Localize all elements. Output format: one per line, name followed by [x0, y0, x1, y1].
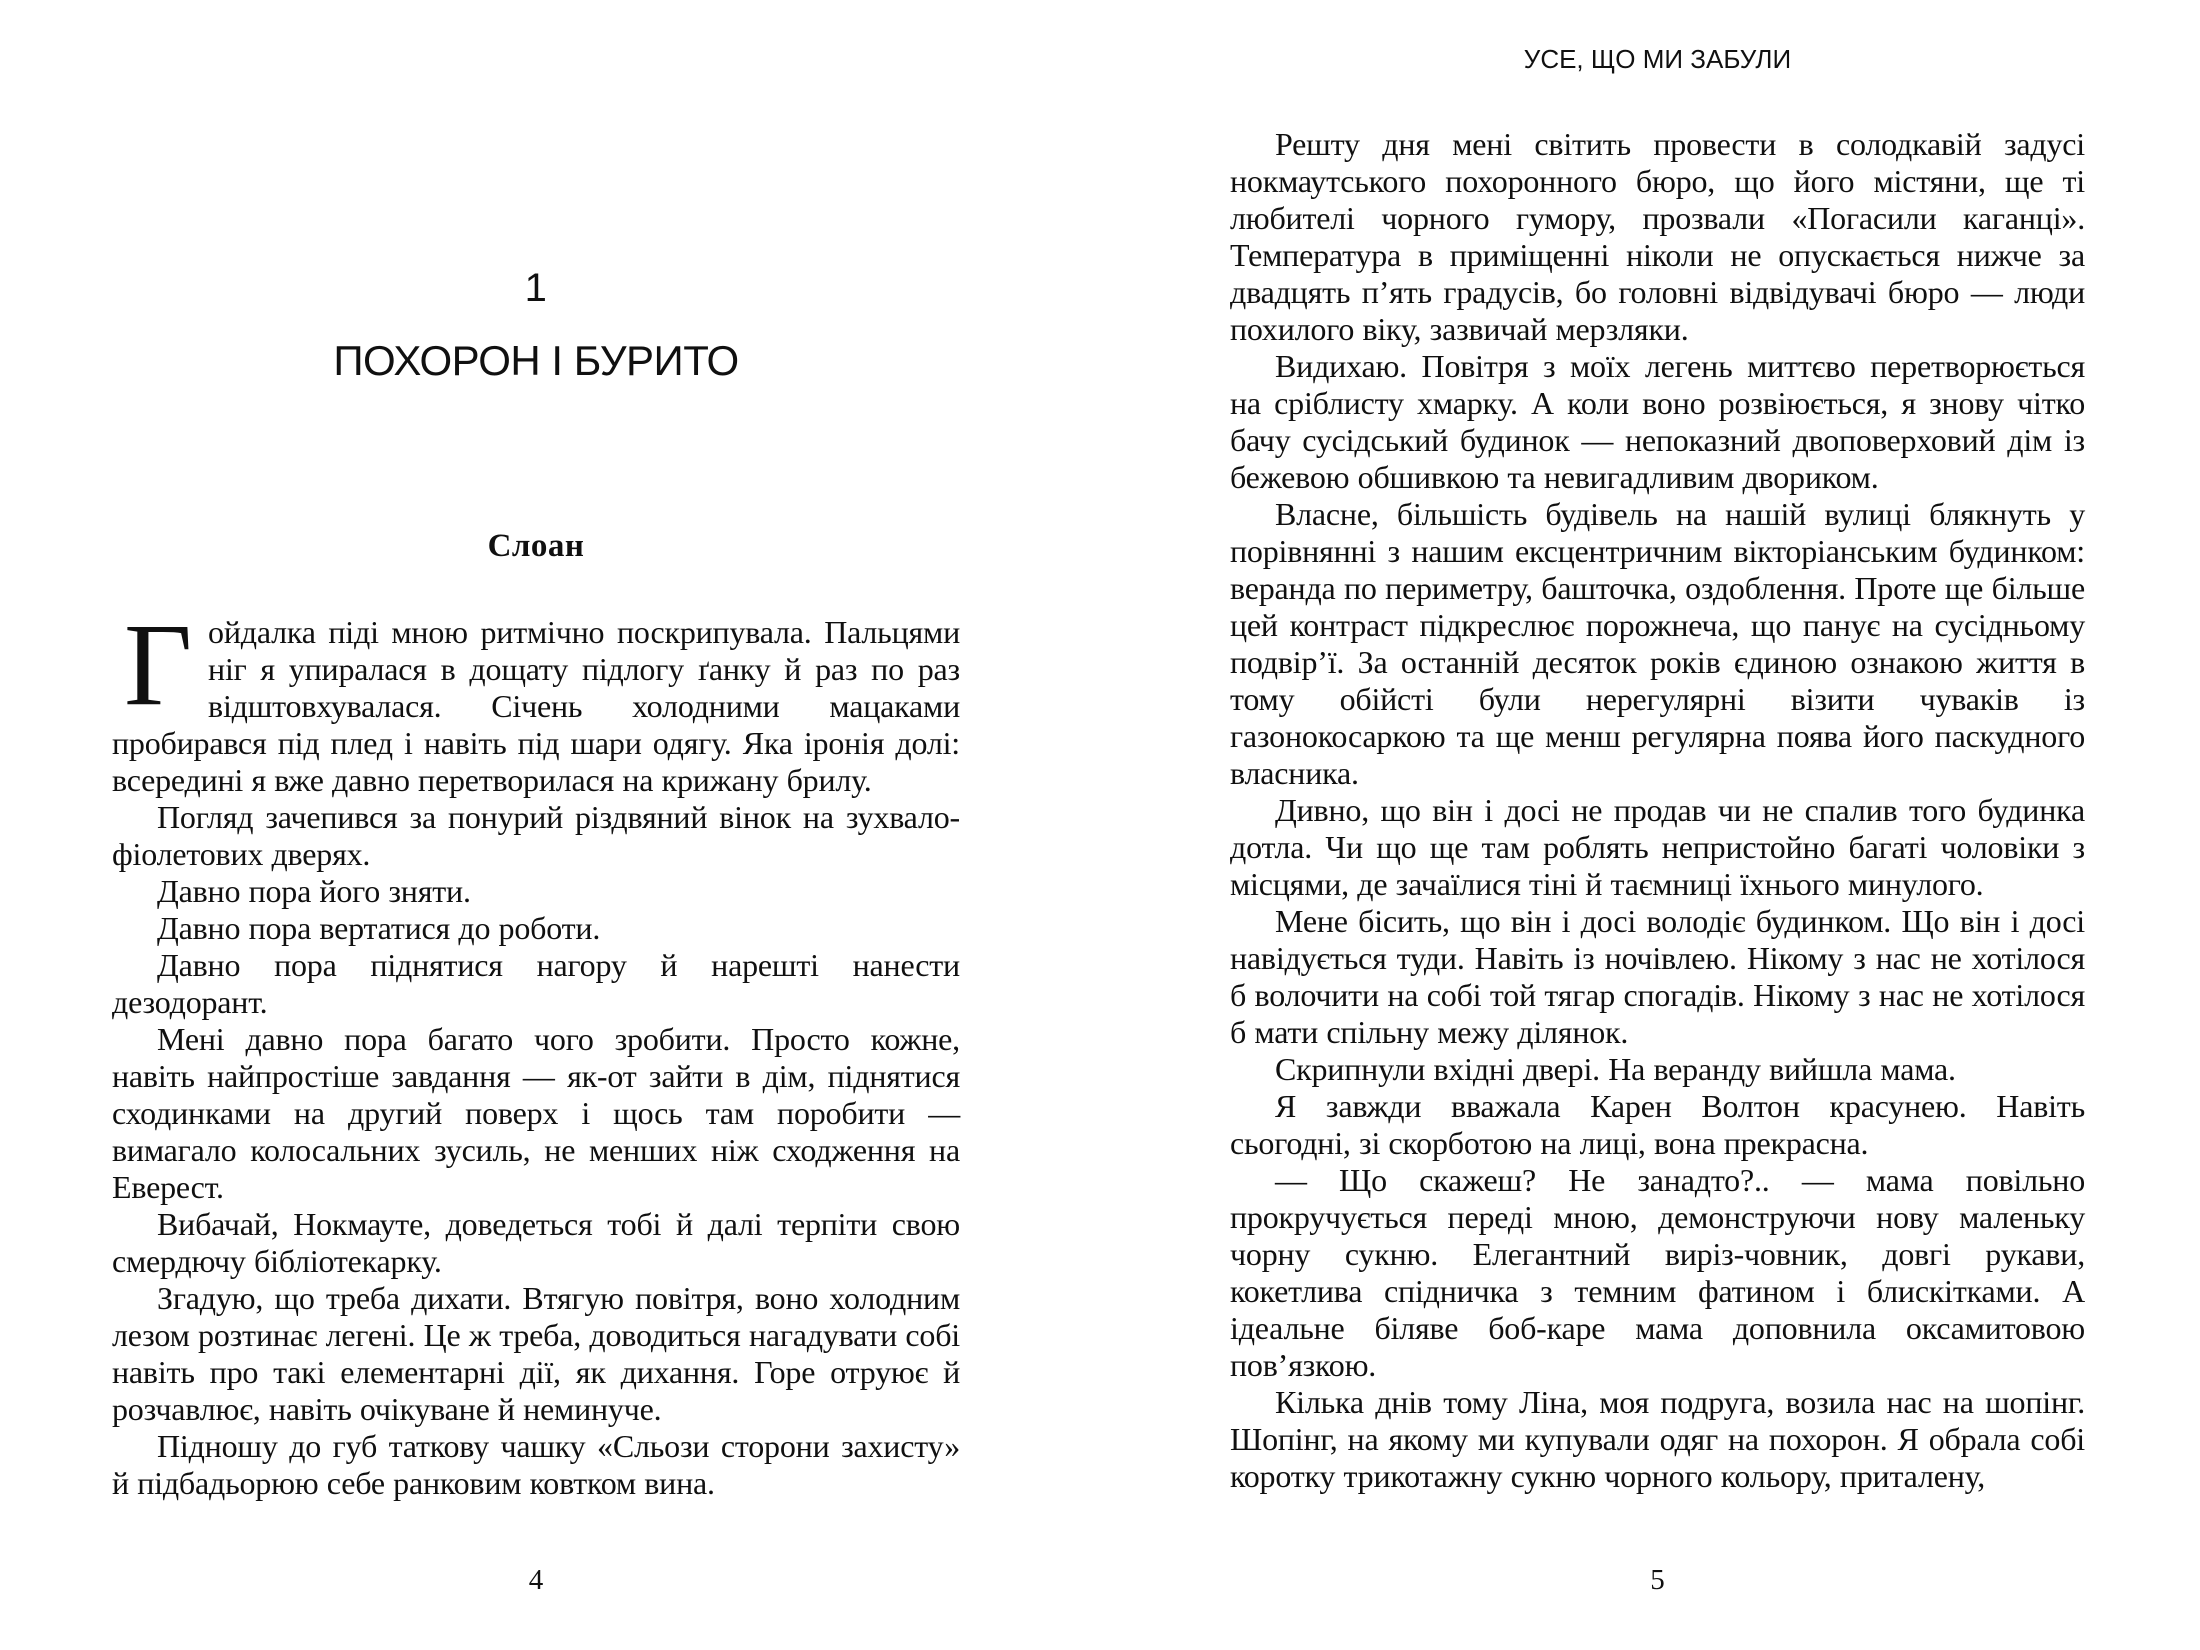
left-page: [112, 0, 960, 1650]
drop-cap-letter: Г: [124, 599, 193, 730]
paragraph: Мене бісить, що він і досі володіє будинком. Що він і досі навідується туди. Навіть із ночівлею. Нікому з нас не хотілося б волочити на собі той тягар спогадів. Нікому з нас не хотілося б мати спільну межу ділянок.: [1230, 903, 2085, 1050]
paragraph: — Що скажеш? Не занадто?.. — мама повільно прокручується переді мною, демонструючи нову маленьку чорну сукню. Елегантний виріз-човник, довгі рукави, кокетлива спідничка з темним фатином і блискітками. А ідеальне біляве боб-каре мама доповнила оксамитовою пов’язкою.: [1230, 1162, 2085, 1383]
paragraph: Вибачай, Нокмауте, доведеться тобі й далі терпіти свою смердючу бібліотекарку.: [112, 1206, 960, 1279]
paragraph: Власне, більшість будівель на нашій вулиці блякнуть у порівнянні з нашим ексцентричним вікторіанським будинком: веранда по периметру, башточка, оздоблення. Проте ще більше цей контраст підкреслює порожнеча, що панує на сусідньому подвір’ї. За останній десяток років єдиною ознакою життя в тому обійсті були нерегулярні візити чуваків із газонокосаркою та ще менш регулярна поява його паскудного власника.: [1230, 496, 2085, 791]
paragraph: Згадую, що треба дихати. Втягую повітря, воно холодним лезом розтинає легені. Це ж треба, доводиться нагадувати собі навіть про такі елементарні дії, як дихання. Горе отруює й розчавлює, навіть очікуване й неминуче.: [112, 1280, 960, 1427]
paragraph: Я завжди вважала Карен Волтон красунею. Навіть сьогодні, зі скорботою на лиці, вона прекрасна.: [1230, 1088, 2085, 1161]
paragraph: Підношу до губ таткову чашку «Сльози сторони захисту» й підбадьорюю себе ранковим ковтком вина.: [112, 1428, 960, 1501]
page-number-right: 5: [1650, 1564, 1665, 1596]
left-page-body: [112, 599, 960, 1502]
chapter-number: 1: [524, 266, 548, 310]
paragraph-text: ойдалка піді мною ритмічно поскрипувала. Пальцями ніг я упиралася в дощату підлогу ґанку й раз по раз відштовхувалася. Січень холодними мацаками пробирався під плед і навіть під шари одягу. Яка іронія долі: всередині я вже давно перетворилася на крижану брилу.: [112, 614, 960, 798]
paragraph: Давно пора піднятися нагору й нарешті нанести дезодорант.: [112, 947, 960, 1020]
paragraph: Давно пора його зняти.: [157, 873, 471, 909]
paragraph: Видихаю. Повітря з моїх легень миттєво перетворюється на сріблисту хмарку. А коли воно розвіюється, я знову чітко бачу сусідський будинок — непоказний двоповерховий дім із бежевою обшивкою та невигадливим двориком.: [1230, 348, 2085, 495]
paragraph: Скрипнули вхідні двері. На веранду вийшла мама.: [1275, 1051, 1956, 1087]
running-header: УСЕ, ЩО МИ ЗАБУЛИ: [1523, 44, 1792, 74]
paragraph: Кілька днів тому Ліна, моя подруга, возила нас на шопінг. Шопінг, на якому ми купували одяг на похорон. Я обрала собі коротку трикотажну сукню чорного кольору, приталену,: [1230, 1384, 2085, 1494]
paragraph: Погляд зачепився за понурий різдвяний вінок на зухвало-фіолетових дверях.: [112, 799, 960, 872]
paragraph: Мені давно пора багато чого зробити. Просто кожне, навіть найпростіше завдання — як-от зайти в дім, піднятися сходинками на другий поверх і щось там поробити — вимагало колосальних зусиль, не менших ніж сходження на Еверест.: [112, 1021, 960, 1205]
chapter-title: ПОХОРОН І БУРИТО: [333, 337, 739, 384]
right-page-body: [1230, 126, 2085, 1495]
paragraph: Давно пора вертатися до роботи.: [157, 910, 601, 946]
right-page: [1230, 0, 2085, 1650]
paragraph: Решту дня мені світить провести в солодкавій задусі нокмаутського похоронного бюро, що його містяни, ще ті любителі чорного гумору, прозвали «Погасили каганці». Температура в приміщенні ніколи не опускається нижче за двадцять п’ять градусів, бо головні відвідувачі бюро — люди похилого віку, зазвичай мерзляки.: [1230, 126, 2085, 347]
page-number-left: 4: [528, 1564, 544, 1596]
section-heading: Слоан: [487, 528, 585, 564]
paragraph-with-drop-cap: [112, 599, 960, 799]
paragraph: Дивно, що він і досі не продав чи не спалив того будинка дотла. Чи що ще там роблять непристойно багаті чоловіки з місцями, де зачаїлися тіні й таємниці їхнього минулого.: [1230, 792, 2085, 902]
